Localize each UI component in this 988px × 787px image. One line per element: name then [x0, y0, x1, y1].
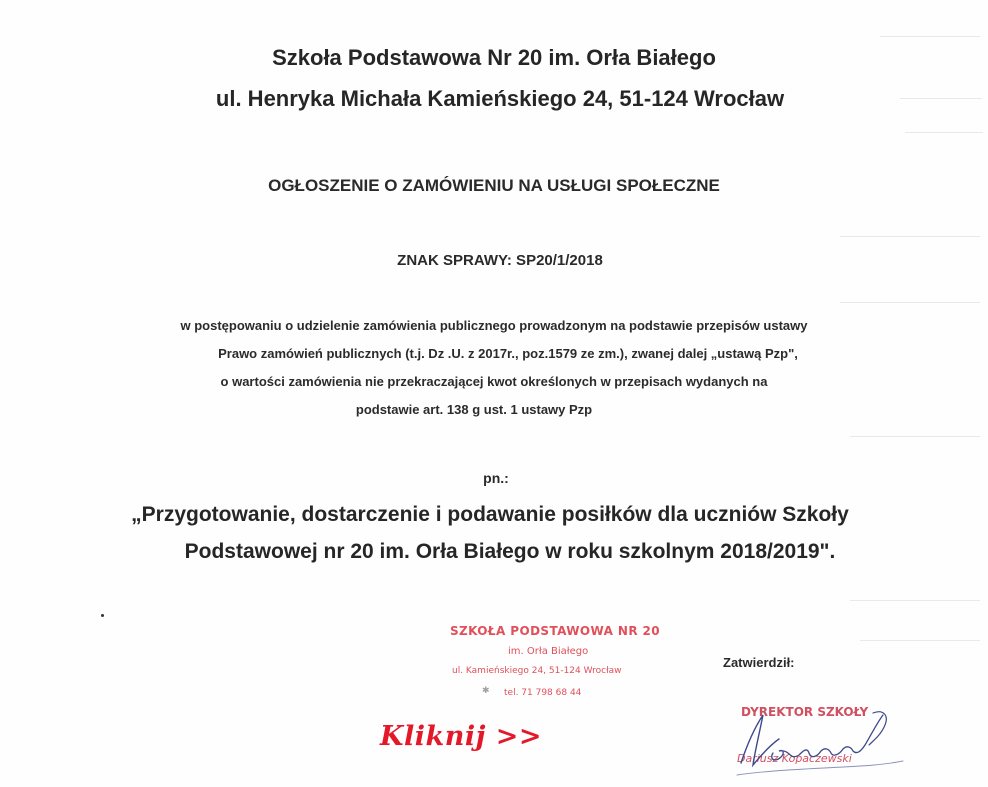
- subject-line: Podstawowej nr 20 im. Orła Białego w roku szkolnym 2018/2019".: [184, 540, 836, 563]
- case-number: ZNAK SPRAWY: SP20/1/2018: [397, 252, 603, 269]
- stamp-line: SZKOŁA PODSTAWOWA NR 20: [450, 624, 661, 638]
- stamp-line: im. Orła Białego: [508, 646, 589, 657]
- intro-line: podstawie art. 138 g ust. 1 ustawy Pzp: [355, 402, 593, 417]
- scan-artifact: [840, 236, 980, 237]
- director-signature-block: [733, 705, 933, 787]
- scan-artifact: [880, 36, 980, 37]
- director-name: Dariusz Kopaczewski: [737, 752, 852, 765]
- scan-artifact: [850, 436, 980, 437]
- pn-label: pn.:: [483, 470, 509, 486]
- intro-line: o wartości zamówienia nie przekraczającej kwot określonych w przepisach wydanych na: [220, 374, 768, 389]
- click-here-link[interactable]: Kliknij >>: [380, 721, 542, 752]
- intro-line: Prawo zamówień publicznych (t.j. Dz .U. z 2017r., poz.1579 ze zm.), zwanej dalej „ustawą Pzp",: [218, 346, 798, 361]
- intro-line: w postępowaniu o udzielenie zamówienia publicznego prowadzonym na podstawie przepisów ustawy: [180, 318, 808, 333]
- scan-artifact: [840, 302, 980, 303]
- school-address: ul. Henryka Michała Kamieńskiego 24, 51-124 Wrocław: [215, 86, 785, 111]
- school-name: Szkoła Podstawowa Nr 20 im. Orła Białego: [272, 45, 716, 70]
- subject-line: „Przygotowanie, dostarczenie i podawanie posiłków dla uczniów Szkoły: [131, 503, 849, 526]
- stamp-line: ul. Kamieńskiego 24, 51-124 Wrocław: [452, 666, 622, 676]
- director-title: DYREKTOR SZKOŁY: [741, 705, 869, 719]
- approved-by-label: Zatwierdził:: [723, 655, 795, 670]
- signature-image: [733, 705, 933, 787]
- stamp-line: tel. 71 798 68 44: [504, 688, 582, 698]
- scan-artifact: [860, 640, 980, 641]
- scan-artifact: [905, 132, 983, 133]
- stray-dot: [101, 614, 104, 617]
- scan-artifact: [850, 600, 980, 601]
- stamp-mark: ✱: [482, 686, 490, 696]
- notice-title: OGŁOSZENIE O ZAMÓWIENIU NA USŁUGI SPOŁECZNE: [268, 176, 720, 195]
